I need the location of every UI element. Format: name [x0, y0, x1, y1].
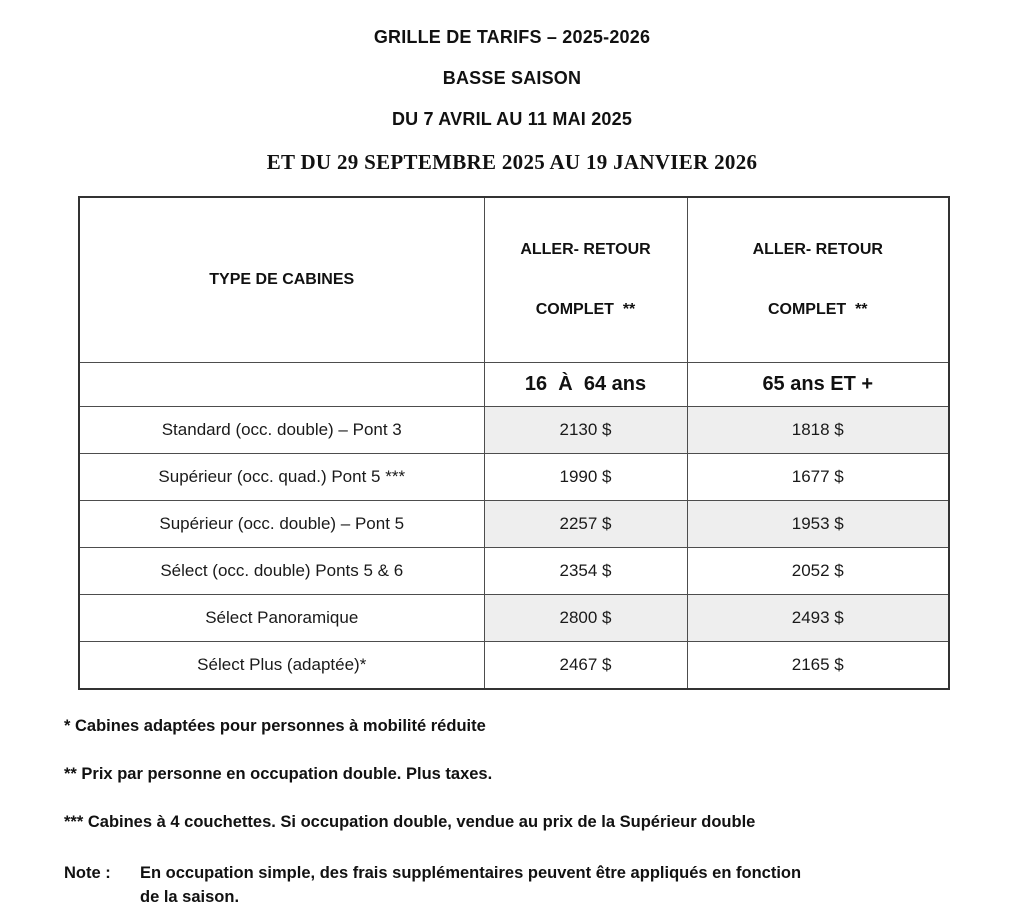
column-header-fare-16-64-line1: ALLER- RETOUR: [520, 241, 651, 258]
cabin-type-cell: Sélect Plus (adaptée)*: [79, 642, 484, 689]
table-row: [79, 454, 949, 501]
title-line-1: GRILLE DE TARIFS – 2025-2026: [373, 27, 651, 47]
fare-65-plus-cell: 2052 $: [687, 548, 949, 595]
fare-16-64-cell: 1990 $: [484, 454, 687, 501]
column-header-fare-65-plus-line2: COMPLET **: [767, 301, 868, 318]
fare-65-plus-cell: 1953 $: [687, 501, 949, 548]
fare-16-64-cell: 2257 $: [484, 501, 687, 548]
cabin-type-cell: Standard (occ. double) – Pont 3: [79, 407, 484, 454]
tariff-table: [78, 196, 950, 690]
title-line-4: ET DU 29 SEPTEMBRE 2025 AU 19 JANVIER 2026: [266, 150, 758, 174]
fare-65-plus-cell: 2493 $: [687, 595, 949, 642]
document-header: [0, 27, 1024, 175]
subheader-empty-cell: [79, 363, 484, 407]
note-text-line1: En occupation simple, des frais supplémentaires peuvent être appliqués en fonction: [140, 863, 802, 882]
footnotes-section: [64, 717, 1024, 909]
note-text: [140, 861, 960, 909]
subheader-age-65-plus: 65 ans ET +: [687, 363, 949, 407]
column-header-fare-16-64-line2: COMPLET **: [535, 301, 636, 318]
subheader-age-16-64: 16 À 64 ans: [484, 363, 687, 407]
title-line-3: DU 7 AVRIL AU 11 MAI 2025: [391, 109, 633, 129]
note-text-line2: de la saison.: [140, 887, 240, 906]
column-header-fare-65-plus: [687, 197, 949, 363]
column-header-cabin-type: TYPE DE CABINES: [79, 197, 484, 363]
title-line-2: BASSE SAISON: [442, 68, 582, 88]
fare-65-plus-cell: 1677 $: [687, 454, 949, 501]
cabin-type-cell: Supérieur (occ. double) – Pont 5: [79, 501, 484, 548]
table-row: [79, 501, 949, 548]
footnote-quad-cabins: *** Cabines à 4 couchettes. Si occupation double, vendue au prix de la Supérieur double: [64, 812, 756, 831]
cabin-type-cell: Supérieur (occ. quad.) Pont 5 ***: [79, 454, 484, 501]
column-header-fare-65-plus-line1: ALLER- RETOUR: [752, 241, 883, 258]
fare-65-plus-cell: 2165 $: [687, 642, 949, 689]
single-occupancy-note: [64, 861, 1024, 909]
table-row: [79, 642, 949, 689]
fare-16-64-cell: 2467 $: [484, 642, 687, 689]
column-header-fare-16-64: [484, 197, 687, 363]
fare-16-64-cell: 2800 $: [484, 595, 687, 642]
cabin-type-cell: Sélect (occ. double) Ponts 5 & 6: [79, 548, 484, 595]
table-subheader-row: [79, 363, 949, 407]
fare-16-64-cell: 2354 $: [484, 548, 687, 595]
cabin-type-cell: Sélect Panoramique: [79, 595, 484, 642]
table-row: [79, 595, 949, 642]
footnote-adapted-cabins: * Cabines adaptées pour personnes à mobilité réduite: [64, 716, 486, 735]
table-header-row: [79, 197, 949, 363]
fare-65-plus-cell: 1818 $: [687, 407, 949, 454]
table-row: [79, 407, 949, 454]
table-row: [79, 548, 949, 595]
note-label: Note :: [64, 863, 111, 882]
fare-16-64-cell: 2130 $: [484, 407, 687, 454]
footnote-price-per-person: ** Prix par personne en occupation double. Plus taxes.: [64, 764, 493, 783]
